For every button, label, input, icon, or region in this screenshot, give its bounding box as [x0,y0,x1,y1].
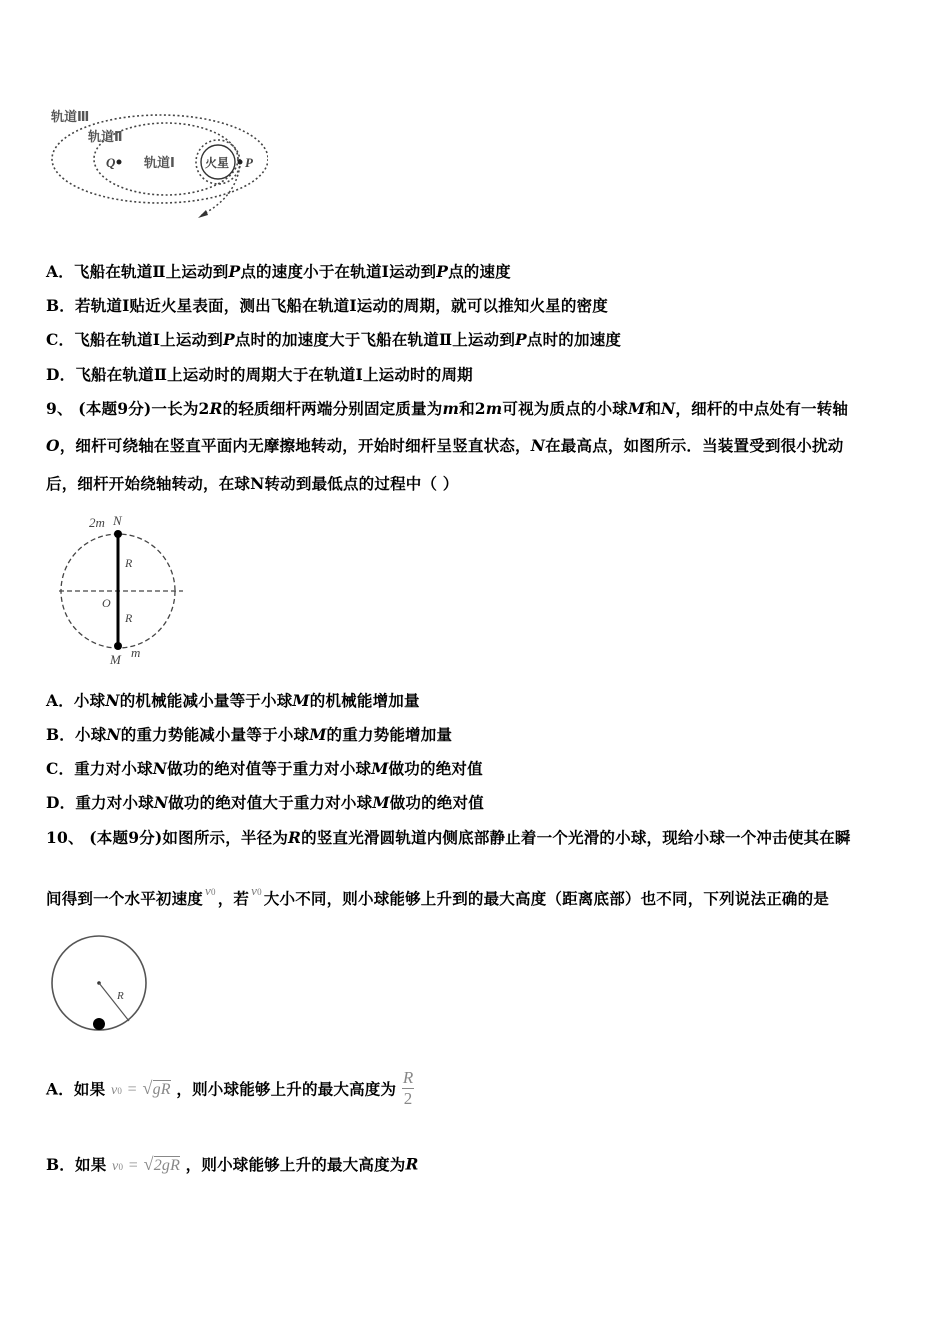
q8-option-b: B．若轨道Ⅰ贴近火星表面，测出飞船在轨道Ⅰ运动的周期，就可以推知火星的密度 [46,296,609,315]
q9-option-c: C．重力对小球N做功的绝对值等于重力对小球M做功的绝对值 [46,759,483,778]
label-orbit-iii: 轨道Ⅲ [51,110,90,125]
v0-equals-sqrt-2gr: v0 = √2gR [112,1153,181,1174]
label-mars: 火星 [205,156,230,170]
label-orbit-i: 轨道Ⅰ [144,156,175,171]
label-r-upper: R [125,556,133,570]
q8-option-c: C．飞船在轨道Ⅰ上运动到P点时的加速度大于飞船在轨道Ⅱ上运动到P点时的加速度 [46,330,622,349]
q10-stem-line1: 10、 (本题9分)如图所示，半径为R的竖直光滑圆轨道内侧底部静止着一个光滑的小球，现给小球一个冲击使其在瞬 [46,828,851,847]
v0-symbol: v0 [205,883,216,898]
q10-stem-line2: 间得到一个水平初速度 $^{v0}$ ，若 $^{v0}$ 大小不同，则小球能够上升到的最大高度（距离底部）也不同，下列说法正确的是 [46,883,829,908]
q9-option-b: B．小球N的重力势能减小量等于小球M的重力势能增加量 [46,725,453,744]
q9-option-a: A．小球N的机械能减小量等于小球M的机械能增加量 [46,691,420,710]
v0-symbol: v0 [251,883,262,898]
rod-diagram [55,512,190,672]
label-radius: R [117,990,124,1002]
fraction-r-over-2: $\frac{R}{2}$ [402,1068,414,1108]
label-2m: 2m [89,515,105,530]
q9-stem-line1: 9、 (本题9分)一长为2R的轻质细杆两端分别固定质量为m和2m可视为质点的小球M和N，细杆的中点处有一转轴 [46,399,849,418]
q8-option-d: D．飞船在轨道Ⅱ上运动时的周期大于在轨道Ⅰ上运动时的周期 [46,365,473,384]
label-p: P [245,155,253,170]
label-q: Q [106,155,116,170]
q9-stem-line3: 后，细杆开始绕轴转动，在球N转动到最低点的过程中（ ） [46,474,459,493]
label-m-mass: m [131,645,141,660]
track-diagram [48,935,153,1035]
q10-option-b: B．如果 v0 = √2gR ，则小球能够上升的最大高度为R [46,1153,419,1174]
q9-stem-line2: O，细杆可绕轴在竖直平面内无摩擦地转动，开始时细杆呈竖直状态，N在最高点，如图所示．当装置受到很小扰动 [46,436,844,455]
orbit-diagram [48,104,268,224]
point-p [238,160,243,165]
v0-equals-sqrt-gr: v0 = √gR [110,1078,171,1098]
ball-n [114,530,122,538]
ball-at-bottom [93,1018,105,1030]
label-orbit-ii: 轨道Ⅱ [88,130,123,145]
point-q [117,160,122,165]
label-n: N [113,513,122,528]
q9-option-d: D．重力对小球N做功的绝对值大于重力对小球M做功的绝对值 [46,793,484,812]
ball-m [114,642,122,650]
approach-arrow-icon [198,210,208,218]
label-m-ball: M [110,652,121,667]
label-r-lower: R [125,611,133,625]
label-o: O [102,596,111,610]
q10-option-a: A．如果 v0 = √gR ，则小球能够上升的最大高度为 $\frac{R}{2}$ [46,1068,414,1108]
q8-option-a: A．飞船在轨道Ⅱ上运动到P点的速度小于在轨道Ⅰ运动到P点的速度 [46,262,511,281]
